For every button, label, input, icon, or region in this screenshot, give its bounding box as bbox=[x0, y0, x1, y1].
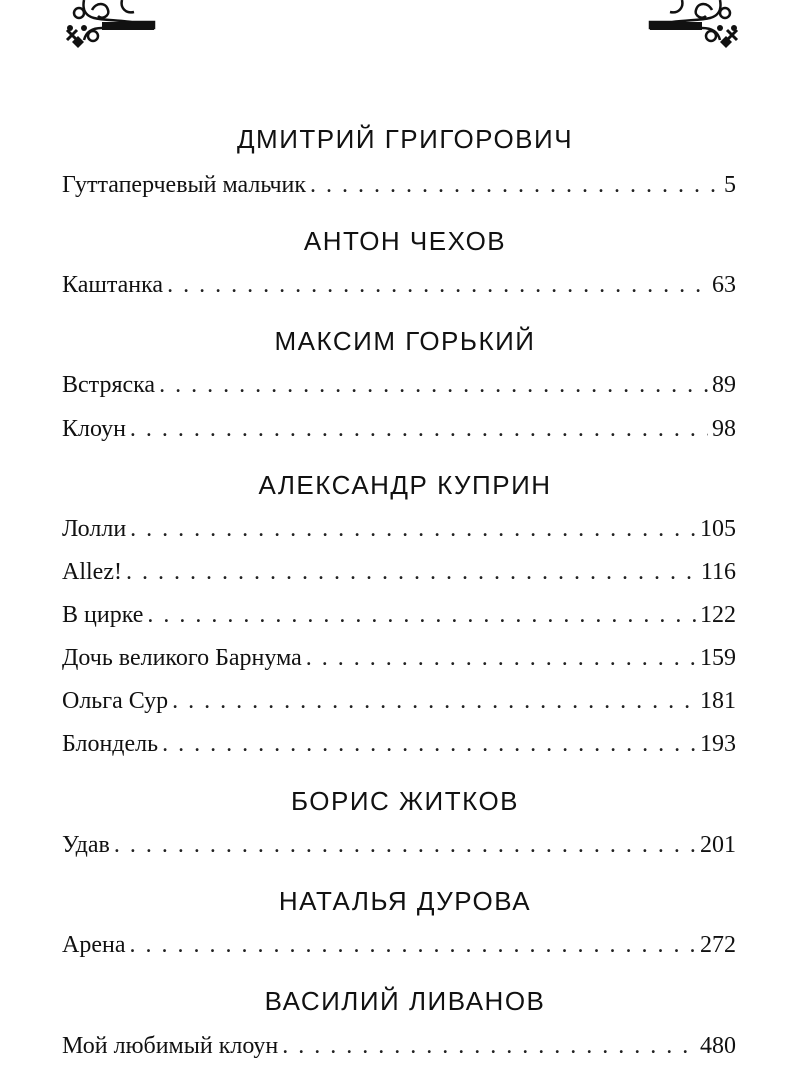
dot-leader bbox=[306, 643, 696, 673]
entry-page-number: 201 bbox=[700, 832, 736, 858]
entry-title: Клоун bbox=[62, 416, 126, 442]
toc-entry[interactable] bbox=[62, 930, 736, 960]
entry-page-number: 272 bbox=[700, 932, 736, 958]
entry-title: Лолли bbox=[62, 516, 127, 542]
dot-leader bbox=[126, 557, 697, 587]
author-heading: НАТАЛЬЯ ДУРОВА bbox=[278, 886, 532, 916]
dot-leader bbox=[114, 830, 696, 860]
corner-ornament-right-icon bbox=[642, 0, 742, 60]
toc-entry[interactable] bbox=[62, 830, 736, 860]
author-heading: АНТОН ЧЕХОВ bbox=[303, 226, 507, 256]
entry-title: Ольга Сур bbox=[62, 688, 169, 714]
dot-leader bbox=[147, 600, 696, 630]
toc-entry[interactable] bbox=[62, 729, 736, 759]
author-heading: АЛЕКСАНДР КУПРИН bbox=[258, 470, 552, 500]
entry-page-number: 105 bbox=[700, 516, 736, 542]
entry-page-number: 89 bbox=[712, 372, 736, 398]
entry-page-number: 116 bbox=[700, 559, 736, 585]
toc-entry[interactable] bbox=[62, 643, 736, 673]
entry-title: Дочь великого Барнума bbox=[62, 645, 302, 671]
author-heading: ДМИТРИЙ ГРИГОРОВИЧ bbox=[236, 124, 574, 154]
dot-leader bbox=[172, 686, 696, 716]
author-heading: ВАСИЛИЙ ЛИВАНОВ bbox=[264, 986, 546, 1016]
entry-page-number: 63 bbox=[712, 272, 736, 298]
entry-title: Удав bbox=[62, 832, 110, 858]
dot-leader bbox=[129, 930, 696, 960]
toc-entry[interactable] bbox=[62, 1031, 736, 1061]
dot-leader bbox=[310, 170, 720, 200]
toc-entry[interactable] bbox=[62, 557, 736, 587]
entry-page-number: 5 bbox=[724, 172, 736, 198]
toc-entry[interactable] bbox=[62, 600, 736, 630]
entry-title: В цирке bbox=[62, 602, 144, 628]
dot-leader bbox=[130, 514, 696, 544]
entry-page-number: 98 bbox=[712, 416, 736, 442]
entry-page-number: 193 bbox=[700, 731, 736, 757]
author-heading: БОРИС ЖИТКОВ bbox=[290, 786, 520, 816]
author-heading: МАКСИМ ГОРЬКИЙ bbox=[274, 326, 536, 356]
toc-entry[interactable] bbox=[62, 514, 736, 544]
entry-title: Гуттаперчевый мальчик bbox=[62, 172, 307, 198]
dot-leader bbox=[167, 270, 708, 300]
entry-title: Встряска bbox=[62, 372, 156, 398]
entry-page-number: 480 bbox=[700, 1033, 736, 1059]
toc-entry[interactable] bbox=[62, 414, 736, 444]
entry-page-number: 159 bbox=[700, 645, 736, 671]
entry-title: Мой любимый клоун bbox=[62, 1033, 279, 1059]
entry-title: Каштанка bbox=[62, 272, 164, 298]
entry-title: Allez! bbox=[62, 559, 122, 585]
toc-entry[interactable] bbox=[62, 170, 736, 200]
entry-title: Арена bbox=[62, 932, 126, 958]
entry-page-number: 122 bbox=[700, 602, 736, 628]
dot-leader bbox=[162, 729, 696, 759]
dot-leader bbox=[130, 414, 708, 444]
entry-title: Блондель bbox=[62, 731, 159, 757]
dot-leader bbox=[159, 370, 708, 400]
toc-entry[interactable] bbox=[62, 270, 736, 300]
toc-entry[interactable] bbox=[62, 686, 736, 716]
dot-leader bbox=[282, 1031, 696, 1061]
toc-entry[interactable] bbox=[62, 370, 736, 400]
corner-ornament-left-icon bbox=[62, 0, 162, 60]
entry-page-number: 181 bbox=[700, 688, 736, 714]
